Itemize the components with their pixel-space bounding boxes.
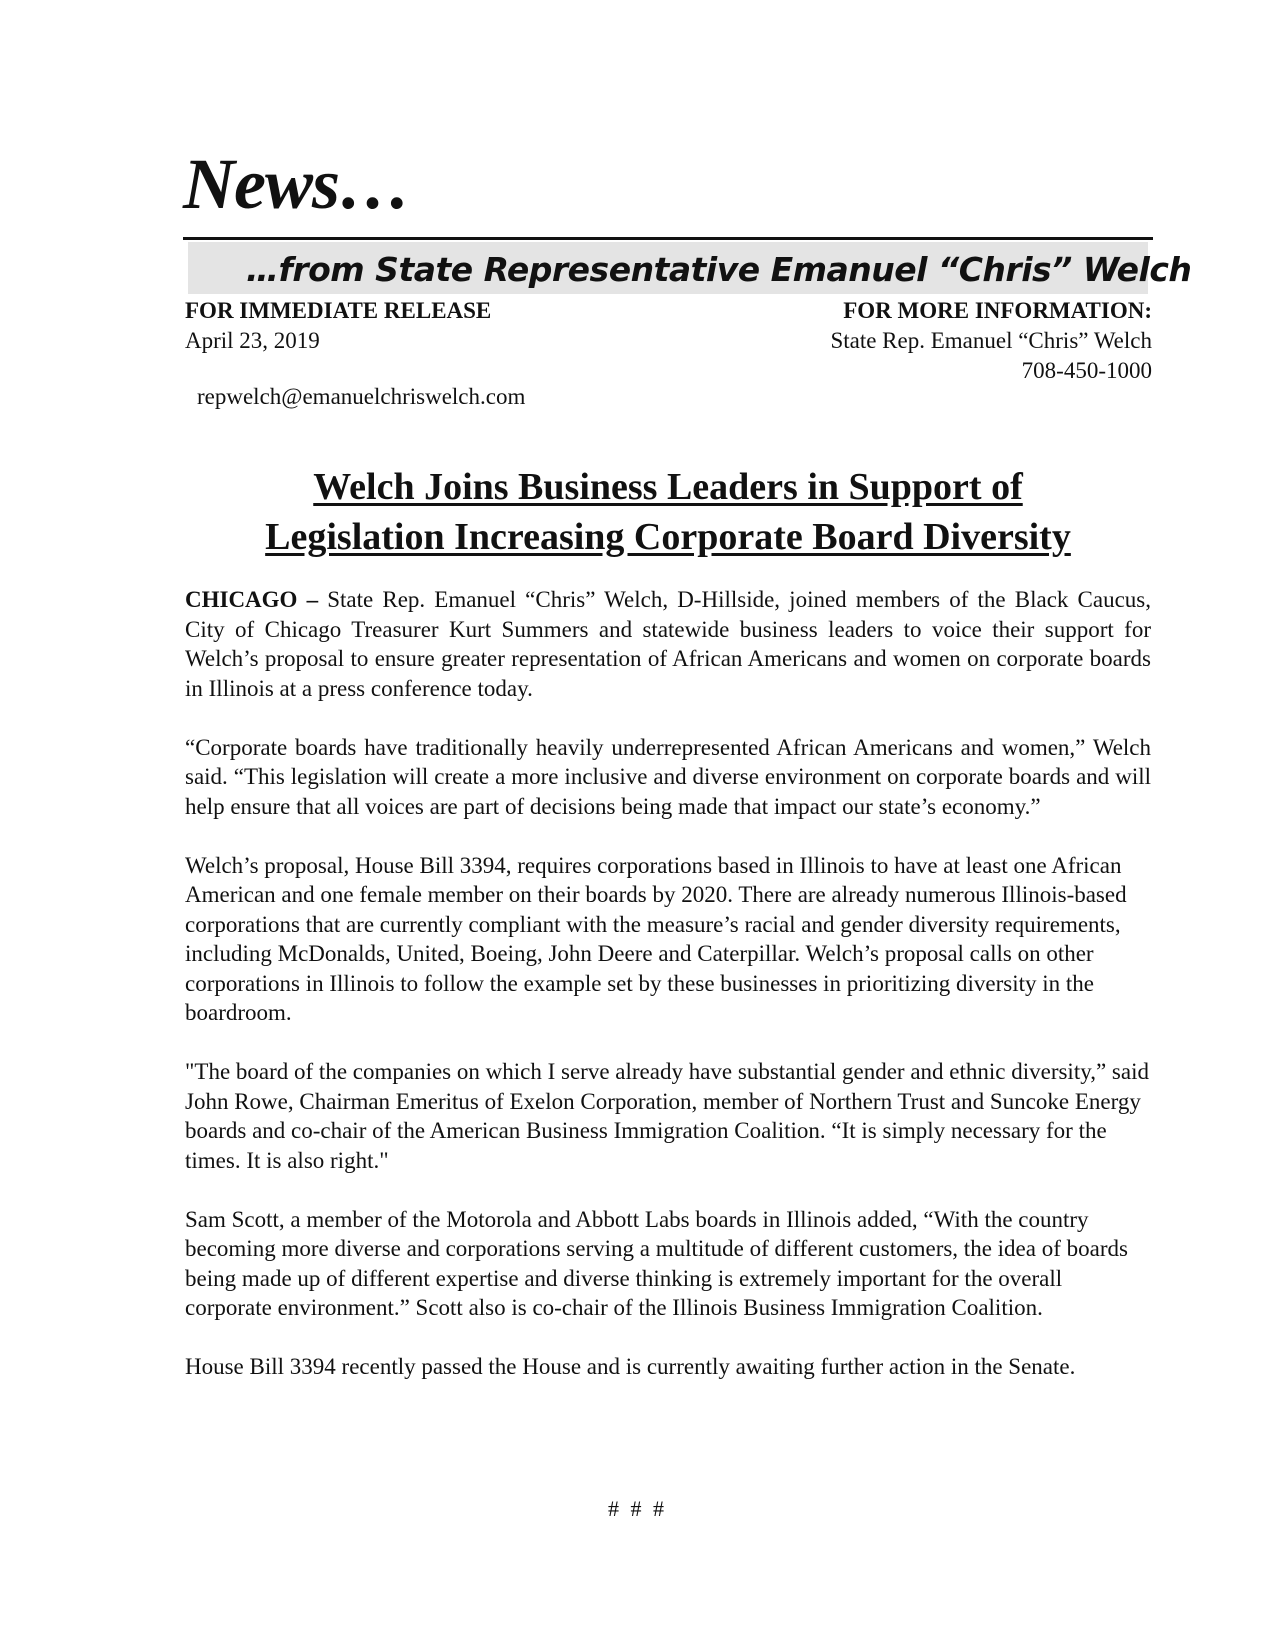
headline-line-2: Legislation Increasing Corporate Board Diversity (265, 516, 1071, 558)
paragraph-1 (185, 585, 1151, 703)
contact-name: State Rep. Emanuel “Chris” Welch (830, 328, 1152, 353)
article-body (185, 585, 1151, 1411)
paragraph-6: House Bill 3394 recently passed the House and is currently awaiting further action in the Senate. (185, 1354, 1076, 1379)
contact-email: repwelch@emanuelchriswelch.com (197, 384, 526, 409)
contact-info (830, 296, 1152, 386)
headline (183, 462, 1153, 562)
masthead-rule (183, 237, 1153, 240)
paragraph-3: Welch’s proposal, House Bill 3394, requires corporations based in Illinois to have at least one African American and one female member on their boards by 2020. There are already numerous Illinois-based corporations that are currently compliant with the measure’s racial and gender diversity requirements, including McDonalds, United, Boeing, John Deere and Caterpillar. Welch’s proposal calls on other corporations in Illinois to follow the example set by these businesses in prioritizing diversity in the boardroom. (185, 852, 1127, 1025)
headline-line-1: Welch Joins Business Leaders in Support of (313, 466, 1023, 508)
masthead-subtitle: …from State Representative Emanuel “Chris” Welch (246, 250, 1192, 289)
paragraph-4: "The board of the companies on which I serve already have substantial gender and ethnic diversity,” said John Rowe, Chairman Emeritus of Exelon Corporation, member of Northern Trust and Suncoke Energy boards and co-chair of the American Business Immigration Coalition. “It is simply necessary for the times. It is also right." (185, 1059, 1149, 1173)
paragraph-2: “Corporate boards have traditionally heavily underrepresented African Americans and women,” Welch said. “This legislation will create a more inclusive and diverse environment on corporate boards and will help ensure that all voices are part of decisions being made that impact our state’s economy.” (185, 734, 1151, 819)
release-info (185, 296, 491, 356)
news-masthead-title: News… (183, 144, 410, 224)
release-label: FOR IMMEDIATE RELEASE (185, 298, 492, 323)
paragraph-1-text: State Rep. Emanuel “Chris” Welch, D-Hillside, joined members of the Black Caucus, City of Chicago Treasurer Kurt Summers and statewide business leaders to voice their support for Welch’s proposal to ensure greater representation of African Americans and women on corporate boards in Illinois at a press conference today. (185, 587, 1152, 701)
contact-phone: 708-450-1000 (1021, 358, 1152, 383)
more-info-label: FOR MORE INFORMATION: (843, 298, 1152, 323)
release-date: April 23, 2019 (185, 328, 320, 353)
paragraph-5: Sam Scott, a member of the Motorola and Abbott Labs boards in Illinois added, “With the country becoming more diverse and corporations serving a multitude of different customers, the idea of boards being made up of different expertise and diverse thinking is extremely important for the overall corporate environment.” Scott also is co-chair of the Illinois Business Immigration Coalition. (185, 1206, 1128, 1320)
end-mark: # # # (608, 1496, 667, 1521)
dateline: CHICAGO – (185, 587, 319, 612)
